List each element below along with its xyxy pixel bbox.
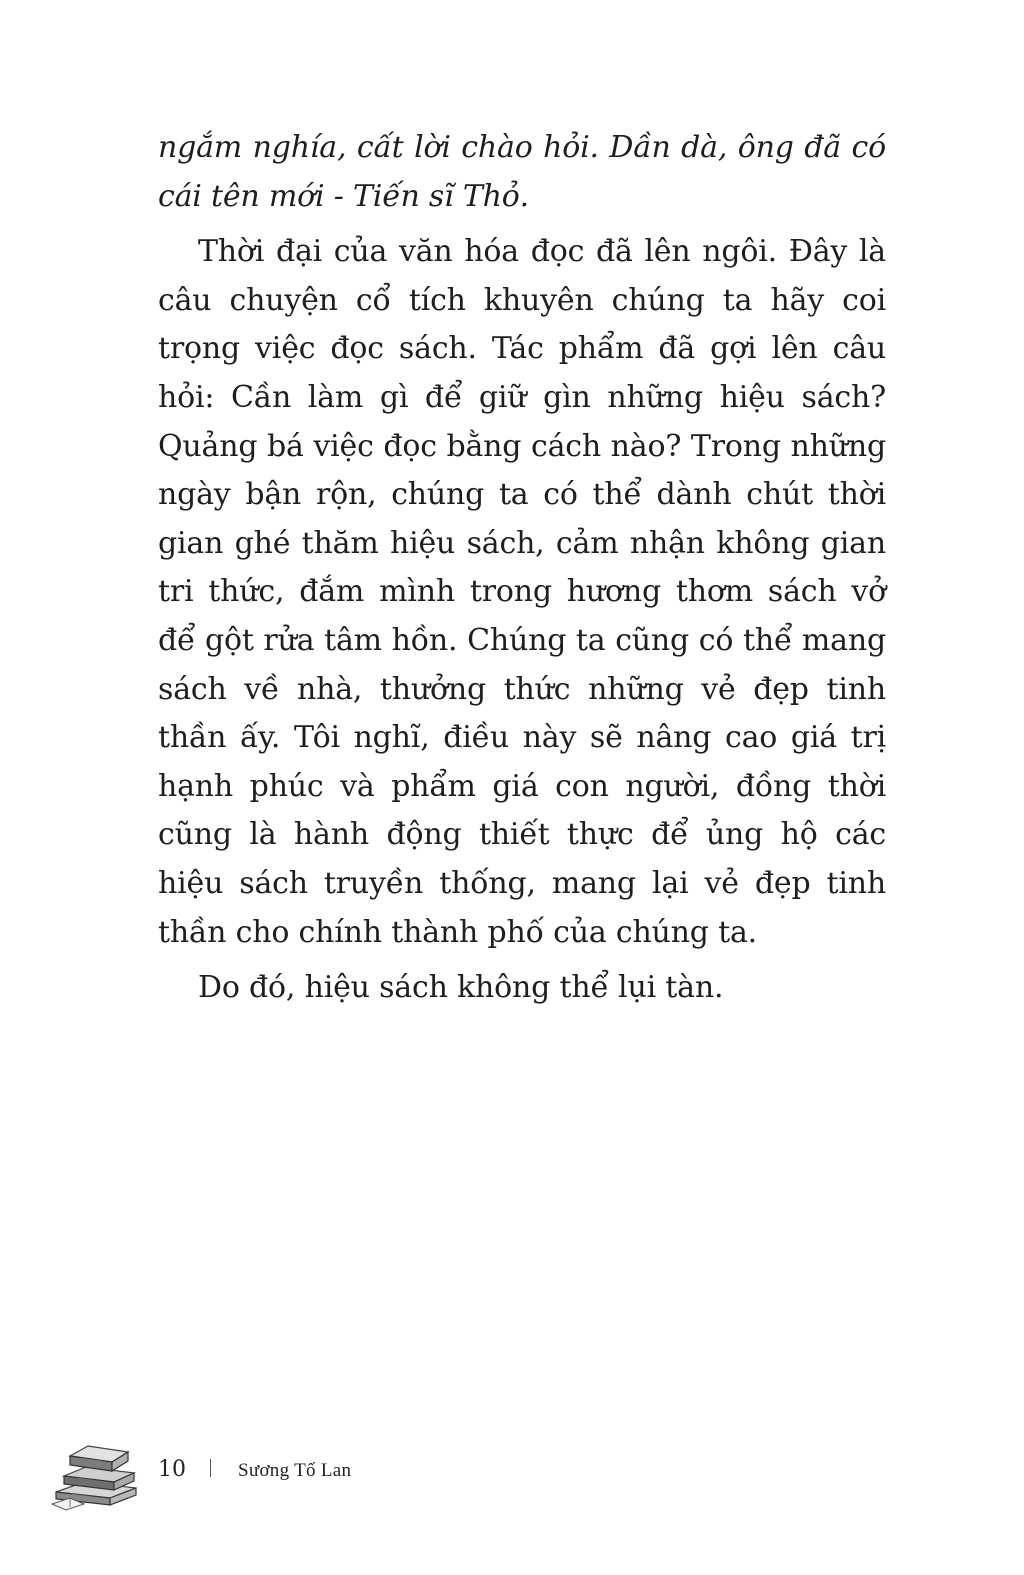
book-stack-icon xyxy=(50,1432,142,1512)
running-author: Sương Tố Lan xyxy=(238,1460,352,1481)
page-body xyxy=(158,124,886,1020)
paragraph-reading-culture: Thời đại của văn hóa đọc đã lên ngôi. Đây là câu chuyện cổ tích khuyên chúng ta hãy coi trọng việc đọc sách. Tác phẩm đã gợi lên câu hỏi: Cần làm gì để giữ gìn những hiệu sách? Quảng bá việc đọc bằng cách nào? Trong những ngày bận rộn, chúng ta có thể dành chút thời gian ghé thăm hiệu sách, cảm nhận không gian tri thức, đắm mình trong hương thơm sách vở để gột rửa tâm hồn. Chúng ta cũng có thể mang sách về nhà, thưởng thức những vẻ đẹp tinh thần ấy. Tôi nghĩ, điều này sẽ nâng cao giá trị hạnh phúc và phẩm giá con người, đồng thời cũng là hành động thiết thực để ủng hộ các hiệu sách truyền thống, mang lại vẻ đẹp tinh thần cho chính thành phố của chúng ta. xyxy=(158,234,886,950)
paragraph-conclusion: Do đó, hiệu sách không thể lụi tàn. xyxy=(198,970,724,1006)
footer-separator xyxy=(210,1459,211,1477)
page-footer xyxy=(50,1432,550,1522)
page-number: 10 xyxy=(158,1457,186,1482)
paragraph-italic-continuation: ngắm nghía, cất lời chào hỏi. Dần dà, ông đã có cái tên mới - Tiến sĩ Thỏ. xyxy=(158,130,886,214)
